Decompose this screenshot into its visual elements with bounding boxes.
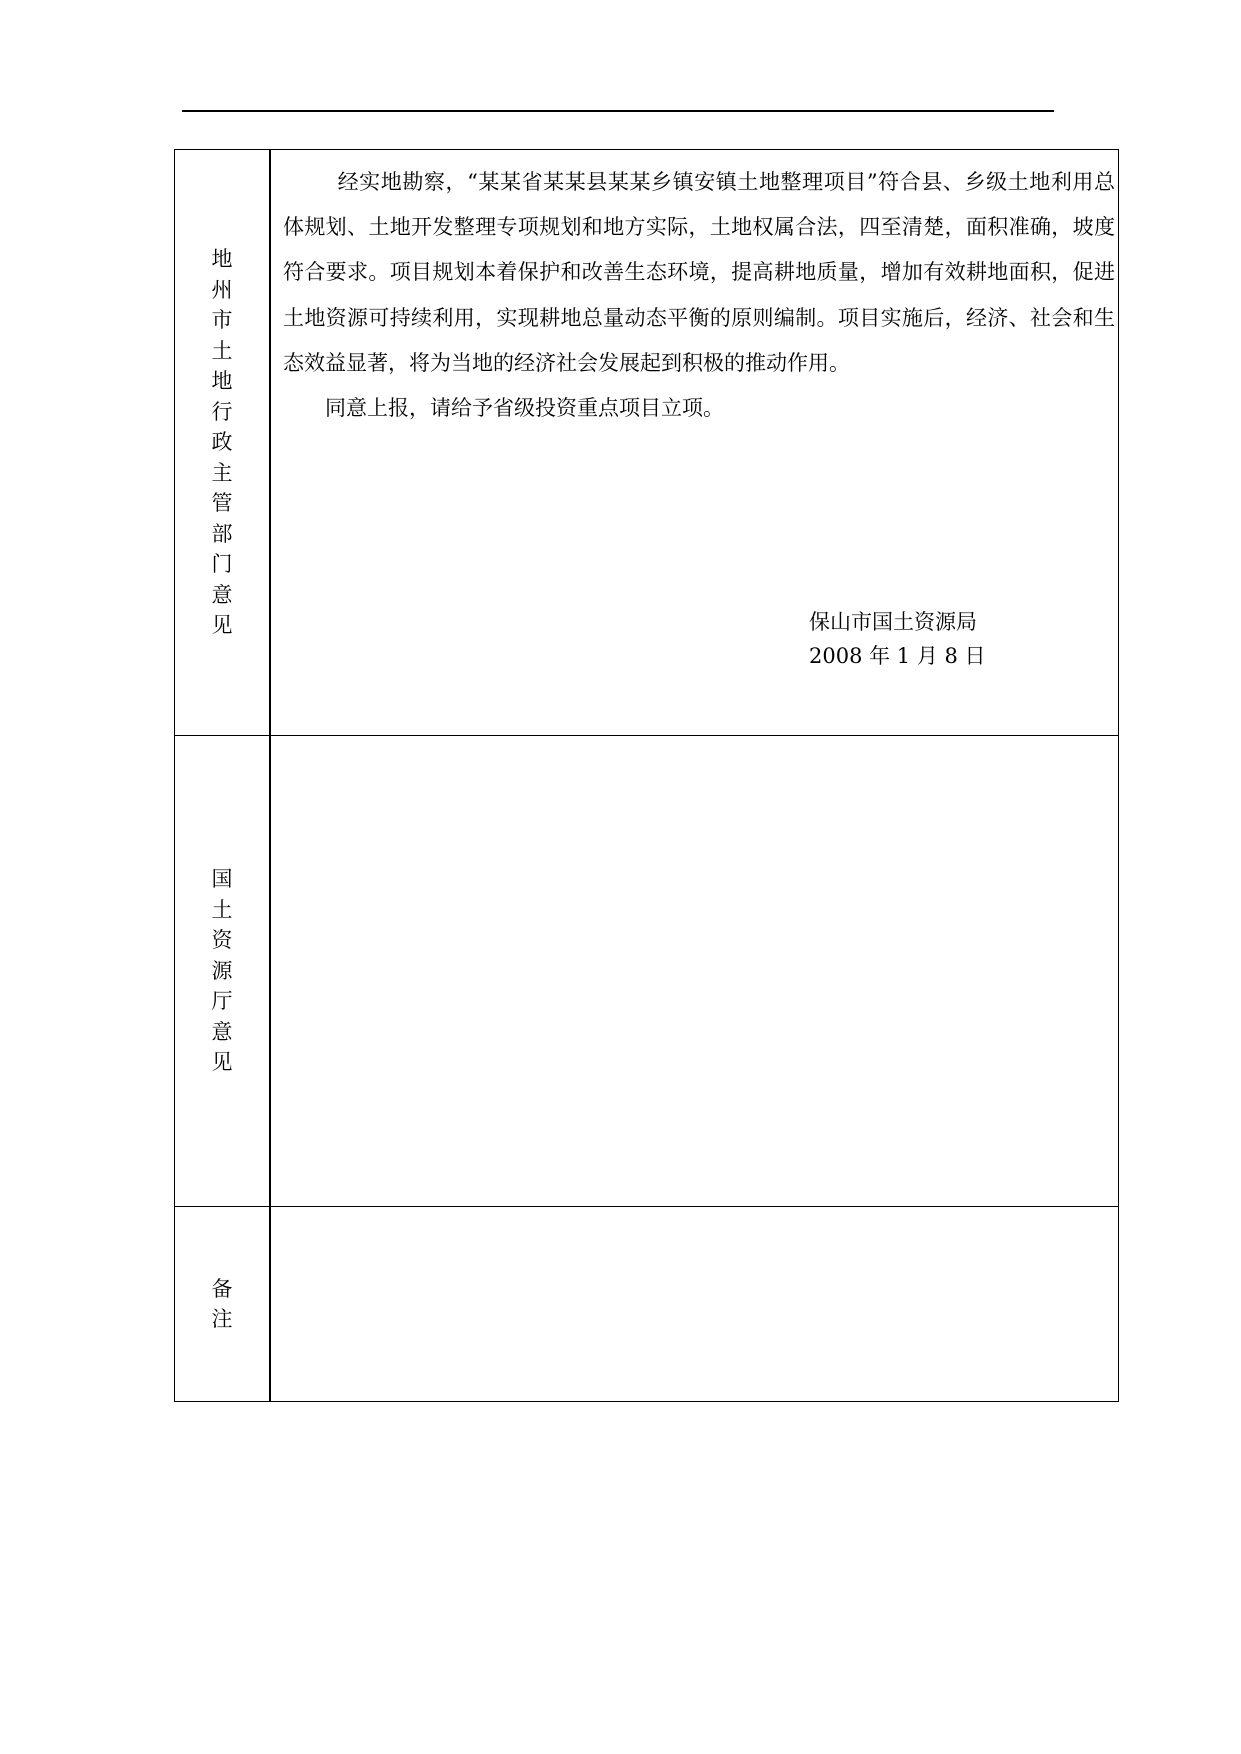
row-label-cell [175, 736, 271, 1207]
row-label-land-resources-dept: 国土资源厅意见 [211, 867, 233, 1075]
row-label-cell [175, 150, 271, 736]
opinion-cell [270, 150, 1119, 736]
opinion-content [271, 150, 1118, 735]
opinion-paragraph-approval: 同意上报，请给予省级投资重点项目立项。 [325, 396, 724, 421]
table-row-prefecture-opinion [175, 150, 1119, 736]
row-label-cell [175, 1207, 271, 1402]
signature-block [809, 605, 986, 673]
opinion-text [283, 160, 1115, 431]
signature-organization: 保山市国土资源局 [809, 610, 977, 634]
approval-opinion-table [174, 149, 1119, 1402]
land-resources-dept-opinion-cell [270, 736, 1119, 1207]
table-row-remarks [175, 1207, 1119, 1402]
header-rule [182, 110, 1054, 112]
table-row-land-resources-dept-opinion [175, 736, 1119, 1207]
remarks-cell [270, 1207, 1119, 1402]
row-label-remarks: 备注 [211, 1276, 233, 1331]
signature-date: 2008 年 1 月 8 日 [809, 644, 986, 668]
row-label-prefecture-land-dept: 地州市土地行政主管部门意见 [211, 247, 233, 638]
opinion-paragraph-survey: 经实地勘察，“某某省某某县某某乡镇安镇土地整理项目”符合县、乡级土地利用总体规划、土地开发整理专项规划和地方实际，土地权属合法，四至清楚，面积准确，坡度符合要求。项目规划本着保护和改善生态环境，提高耕地质量，增加有效耕地面积，促进土地资源可持续利用，实现耕地总量动态平衡的原则编制。项目实施后，经济、社会和生态效益显著，将为当地的经济社会发展起到积极的推动作用。 [283, 170, 1115, 375]
